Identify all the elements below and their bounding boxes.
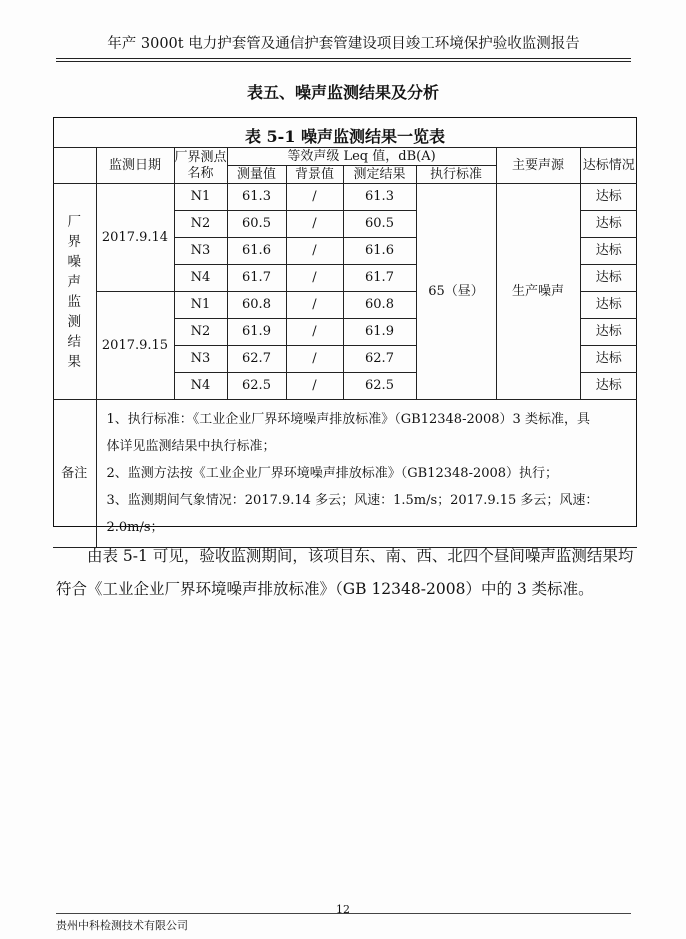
point-cell: N2 bbox=[174, 211, 227, 238]
measured-cell: 60.5 bbox=[227, 211, 286, 238]
background-cell: / bbox=[286, 211, 343, 238]
source-value: 生产噪声 bbox=[496, 184, 580, 400]
point-cell: N1 bbox=[174, 184, 227, 211]
result-cell: 60.8 bbox=[343, 292, 416, 319]
result-cell: 61.3 bbox=[343, 184, 416, 211]
background-cell: / bbox=[286, 292, 343, 319]
status-cell: 达标 bbox=[580, 292, 637, 319]
section-title: 表五、噪声监测结果及分析 bbox=[246, 83, 439, 102]
noise-results-table bbox=[53, 147, 637, 548]
status-cell: 达标 bbox=[580, 211, 637, 238]
result-cell: 61.9 bbox=[343, 319, 416, 346]
header-result: 测定结果 bbox=[343, 166, 416, 184]
status-cell: 达标 bbox=[580, 373, 637, 400]
measured-cell: 62.5 bbox=[227, 373, 286, 400]
page-number: 12 bbox=[336, 903, 350, 916]
footer-company: 贵州中科检测技术有限公司 bbox=[56, 919, 188, 932]
measured-cell: 61.9 bbox=[227, 319, 286, 346]
note-line: 1、执行标准：《工业企业厂界环境噪声排放标准》（GB12348-2008）3 类标准，具 bbox=[106, 412, 590, 427]
point-cell: N2 bbox=[174, 319, 227, 346]
header-leq: 等效声级 Leq 值，dB(A) bbox=[227, 148, 496, 166]
background-cell: / bbox=[286, 184, 343, 211]
measured-cell: 60.8 bbox=[227, 292, 286, 319]
conclusion-paragraph bbox=[56, 540, 640, 606]
point-cell: N3 bbox=[174, 346, 227, 373]
status-cell: 达标 bbox=[580, 265, 637, 292]
measured-cell: 61.7 bbox=[227, 265, 286, 292]
background-cell: / bbox=[286, 319, 343, 346]
background-cell: / bbox=[286, 265, 343, 292]
standard-value: 65（昼） bbox=[416, 184, 496, 400]
result-cell: 62.5 bbox=[343, 373, 416, 400]
background-cell: / bbox=[286, 373, 343, 400]
group-date: 2017.9.15 bbox=[96, 292, 174, 400]
background-cell: / bbox=[286, 238, 343, 265]
status-cell: 达标 bbox=[580, 184, 637, 211]
measured-cell: 62.7 bbox=[227, 346, 286, 373]
footer-rule bbox=[56, 913, 631, 914]
header-status: 达标情况 bbox=[580, 148, 637, 184]
header-measured: 测量值 bbox=[227, 166, 286, 184]
result-cell: 61.7 bbox=[343, 265, 416, 292]
measured-cell: 61.3 bbox=[227, 184, 286, 211]
header-date: 监测日期 bbox=[96, 148, 174, 184]
notes-cell bbox=[96, 400, 637, 548]
point-cell: N3 bbox=[174, 238, 227, 265]
background-cell: / bbox=[286, 346, 343, 373]
header-point: 厂界测点名称 bbox=[174, 148, 227, 184]
result-cell: 61.6 bbox=[343, 238, 416, 265]
notes-label: 备注 bbox=[53, 400, 96, 548]
result-cell: 62.7 bbox=[343, 346, 416, 373]
row-group-label: 厂界噪声监测结果 bbox=[53, 184, 96, 400]
note-line: 3、监测期间气象情况：2017.9.14 多云；风速：1.5m/s；2017.9.15 多云；风速：2.0m/s； bbox=[106, 493, 599, 535]
header-rule bbox=[56, 58, 631, 59]
point-cell: N4 bbox=[174, 373, 227, 400]
point-cell: N4 bbox=[174, 265, 227, 292]
header-source: 主要声源 bbox=[496, 148, 580, 184]
note-line: 体详见监测结果中执行标准； bbox=[106, 439, 276, 454]
result-cell: 60.5 bbox=[343, 211, 416, 238]
conclusion-text: 由表 5-1 可见，验收监测期间，该项目东、南、西、北四个昼间噪声监测结果均符合《工业企业厂界环境噪声排放标准》（GB 12348-2008）中的 3 类标准。 bbox=[56, 547, 634, 598]
header-background: 背景值 bbox=[286, 166, 343, 184]
header-rule-secondary bbox=[56, 61, 631, 62]
point-cell: N1 bbox=[174, 292, 227, 319]
status-cell: 达标 bbox=[580, 346, 637, 373]
measured-cell: 61.6 bbox=[227, 238, 286, 265]
status-cell: 达标 bbox=[580, 238, 637, 265]
status-cell: 达标 bbox=[580, 319, 637, 346]
header-standard: 执行标准 bbox=[416, 166, 496, 184]
table-caption: 表 5-1 噪声监测结果一览表 bbox=[244, 127, 446, 146]
report-header-title: 年产 3000t 电力护套管及通信护套管建设项目竣工环境保护验收监测报告 bbox=[107, 36, 580, 52]
note-line: 2、监测方法按《工业企业厂界环境噪声排放标准》（GB12348-2008）执行； bbox=[106, 466, 559, 481]
group-date: 2017.9.14 bbox=[96, 184, 174, 292]
